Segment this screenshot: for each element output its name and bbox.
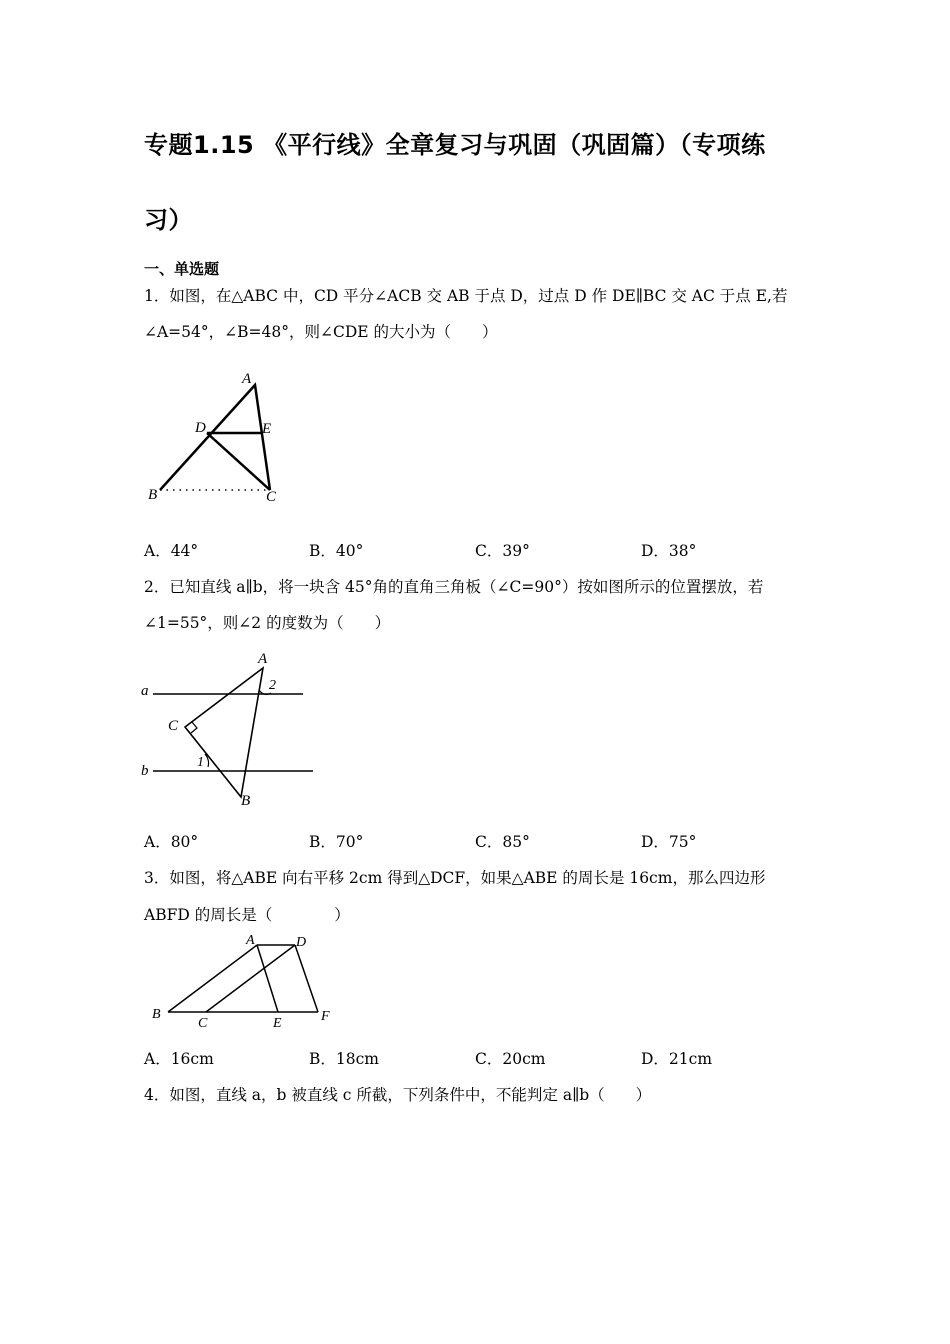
figure-2-angle-2: 2 [269,678,276,693]
question-3-figure [140,930,340,1030]
figure-3-label-b: B [152,1007,161,1022]
question-1-option-d[interactable]: D．38° [641,542,697,560]
question-3-option-c[interactable]: C．20cm [475,1050,546,1068]
question-1-text-line-2: ∠A=54°，∠B=48°，则∠CDE 的大小为（ ） [144,323,498,341]
figure-2-label-b: B [241,793,251,809]
figure-3-label-a: A [246,933,255,948]
question-2-option-a[interactable]: A．80° [144,833,199,851]
figure-1-label-b: B [148,487,158,503]
question-4-text-line-1: 4．如图，直线 a，b 被直线 c 所截，下列条件中，不能判定 a∥b（ ） [144,1086,652,1104]
figure-2-label-line-b: b [141,763,149,779]
question-1-option-b[interactable]: B．40° [309,542,364,560]
figure-2-label-a: A [258,651,268,667]
figure-2-angle-1: 1 [197,755,204,770]
figure-1-label-d: D [195,420,206,436]
page-title-line-2: 习） [144,206,193,234]
question-2-text-line-1: 2．已知直线 a∥b，将一块含 45°角的直角三角板（∠C=90°）按如图所示的位置摆放，若 [144,578,764,596]
page-title-line-1: 专题1.15 《平行线》全章复习与巩固（巩固篇）（专项练 [144,131,766,159]
question-2-text-line-2: ∠1=55°，则∠2 的度数为（ ） [144,614,391,632]
question-3-option-d[interactable]: D．21cm [641,1050,713,1068]
question-2-figure [138,645,323,810]
question-1-text-line-1: 1．如图，在△ABC 中，CD 平分∠ACB 交 AB 于点 D，过点 D 作 DE∥BC 交 AC 于点 E,若 [144,287,788,305]
figure-3-label-d: D [296,935,307,950]
question-1-figure [140,365,300,510]
section-heading: 一、单选题 [144,260,220,278]
question-3-option-b[interactable]: B．18cm [309,1050,379,1068]
figure-3-label-c: C [198,1016,208,1030]
question-3-text-line-2: ABFD 的周长是（ ） [144,906,350,924]
figure-1-label-e: E [262,421,272,437]
figure-3-label-f: F [321,1009,330,1024]
figure-1-label-a: A [242,371,252,387]
figure-2-label-c: C [168,718,179,734]
question-2-option-b[interactable]: B．70° [309,833,364,851]
question-2-option-d[interactable]: D．75° [641,833,697,851]
figure-3-label-e: E [273,1016,282,1030]
question-3-option-a[interactable]: A．16cm [144,1050,214,1068]
figure-1-label-c: C [266,489,277,505]
question-2-option-c[interactable]: C．85° [475,833,530,851]
question-3-text-line-1: 3．如图，将△ABE 向右平移 2cm 得到△DCF，如果△ABE 的周长是 16cm，那么四边形 [144,869,766,887]
question-1-option-a[interactable]: A．44° [144,542,199,560]
figure-2-label-line-a: a [141,683,149,699]
question-1-option-c[interactable]: C．39° [475,542,530,560]
